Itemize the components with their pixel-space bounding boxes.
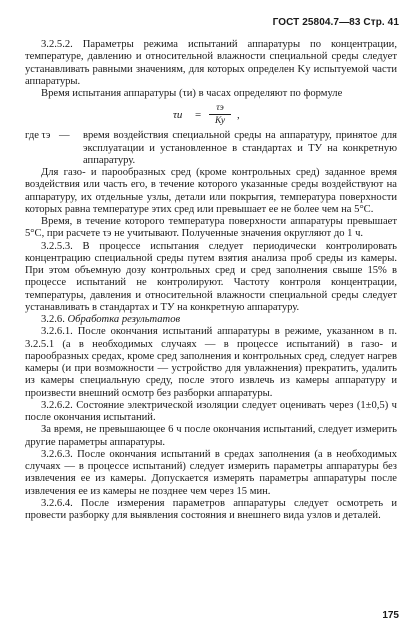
formula-denominator: Ку [214, 116, 226, 127]
formula-fraction [209, 103, 231, 126]
formula-equals: = [195, 109, 202, 122]
definition-dash: — [59, 130, 70, 142]
formula-comma: , [237, 109, 240, 122]
paragraph-test-time: Время испытания аппаратуры (τи) в часах определяют по формуле [41, 88, 343, 99]
paragraph-3-2-6-3: 3.2.6.3. После окончания испытаний в средах заполнения (а в необходимых случаях — в процессе испытаний) следует измерить параметры аппаратуры без извлечения ее из камеры. Допускается измерять параметры аппаратуры после извлечения ее из камеры не позднее чем через 15 мин. [25, 448, 397, 497]
paragraph-heat-time: Время, в течение которого температура поверхности аппаратуры превышает 5°С, при расчете τэ не учитывают. Полученные значения округляют до 1 ч. [25, 216, 397, 240]
paragraph-3-2-6-4: 3.2.6.4. После измерения параметров аппаратуры следует осмотреть и провести разборку для выявления состояния и внешнего вида узлов и деталей. [25, 497, 397, 521]
page-number: 175 [382, 610, 399, 621]
paragraph-3-2-6-2: 3.2.6.2. Состояние электрической изоляции следует оценивать через (1±0,5) ч после окончания испытаний. [25, 399, 397, 423]
section-number: 3.2.6. [41, 314, 65, 325]
section-heading-3-2-6 [25, 314, 397, 326]
formula-test-time [173, 103, 397, 127]
running-header: ГОСТ 25804.7—83 Стр. 41 [272, 17, 399, 28]
paragraph-3-2-5-2: 3.2.5.2. Параметры режима испытаний аппаратуры по концентрации, температуре, давлению и относительной влажности специальной среды следует устанавливать равными значениям, для которых определен Kу испытуемой части аппаратуры. [25, 39, 397, 87]
paragraph-gas-media: Для газо- и парообразных сред (кроме контрольных сред) заданное время воздействия или часть его, в течение которого указанные среды воздействуют на аппаратуру, их отдельные узлы, детали или покрытия, температура поверхности которых равна температуре этих сред или превышает ее не более чем на 5°С. [25, 167, 397, 215]
symbol-definition [25, 130, 397, 167]
formula-numerator: τэ [216, 103, 224, 114]
fraction-bar [209, 114, 231, 115]
paragraph-3-2-6-1: 3.2.6.1. После окончания испытаний аппаратуры в режиме, указанном в п. 3.2.5.1 (а в необходимых случаях — в процессе испытаний) в газо- и парообразных средах, кроме сред заполнения и контрольных сред, следует нагрев камеры (и при возможности — устройство для увлажнения) прекратить, удалить из камеры специальную среду, после этого извлечь из камеры аппаратуру и произвести внешний осмотр без разборки аппаратуры. [25, 326, 397, 399]
paragraph-3-2-5-3: 3.2.5.3. В процессе испытания следует периодически контролировать концентрацию специальной среды путем взятия анализа проб среды из камеры. При этом объемную дозу контрольных сред и сред заполнения свыше 15% в процессе испытаний не контролируют. Частоту контроля концентрации, температуры, давления и относительной влажности специальной среды следует устанавливать в стандартах и ТУ на конкретную аппаратуру. [25, 240, 397, 313]
definition-symbol: где τэ [25, 130, 51, 142]
formula-lhs: τи [173, 109, 183, 122]
definition-text: время воздействия специальной среды на аппаратуру, принятое для эксплуатации и установленное в стандартах и ТУ на конкретную аппаратуру. [83, 130, 397, 166]
section-title: Обработка результатов [67, 314, 181, 325]
paragraph-6-hours: За время, не превышающее 6 ч после окончания испытаний, следует измерить другие параметры аппаратуры. [25, 424, 397, 448]
document-body [25, 39, 397, 522]
